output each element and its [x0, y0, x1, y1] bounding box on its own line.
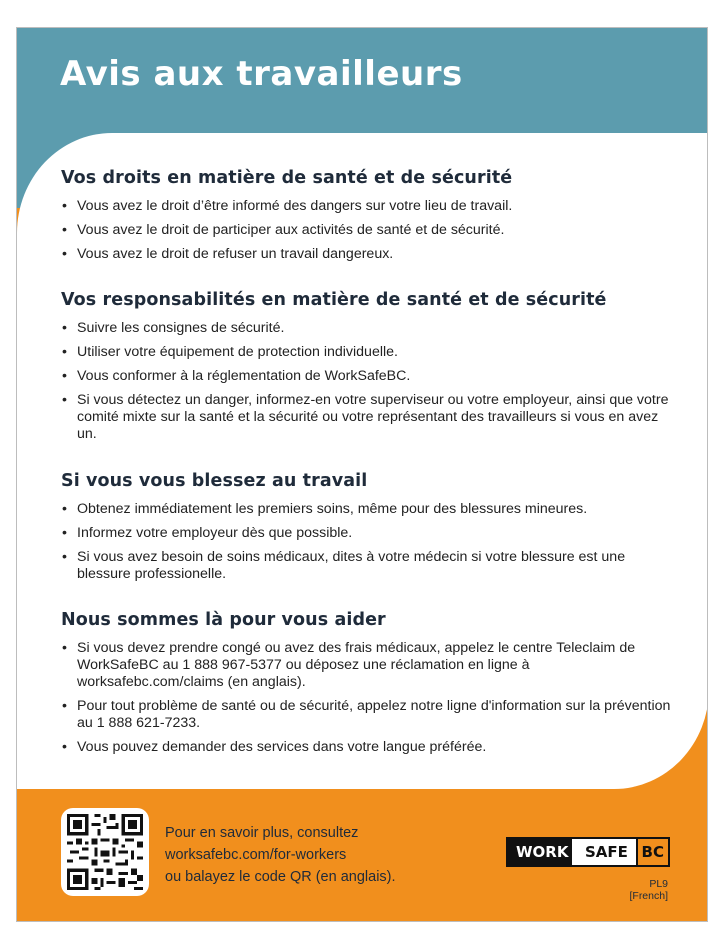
section-injury [61, 471, 679, 590]
qr-code-icon [67, 814, 143, 890]
footer-link[interactable]: worksafebc.com/for-workers [165, 847, 347, 863]
section-heading: Nous sommes là pour vous aider [61, 610, 386, 630]
bullet-list [61, 640, 679, 756]
logo-word-work: WORK [508, 839, 572, 865]
section-heading: Vos responsabilités en matière de santé et de sécurité [61, 290, 607, 310]
list-item: • Vous conformer à la réglementation de WorkSafeBC. [61, 368, 679, 385]
section-heading: Vos droits en matière de santé et de sécurité [61, 168, 513, 188]
list-item: • Si vous avez besoin de soins médicaux, dites à votre médecin si votre blessure est une blessure professionelle. [61, 549, 679, 583]
list-item: • Si vous détectez un danger, informez-en votre superviseur ou votre employeur, ainsi que votre comité mixte sur la santé et la sécurité ou votre représentant des travailleurs si vous en avez un. [61, 392, 679, 443]
page-title: Avis aux travailleurs [60, 54, 463, 94]
list-item: • Vous avez le droit d’être informé des dangers sur votre lieu de travail. [61, 198, 679, 215]
document-code [629, 878, 668, 902]
logo-word-bc: BC [636, 839, 668, 865]
notice-page [16, 27, 708, 922]
footer-line: ou balayez le code QR (en anglais). [165, 869, 396, 885]
list-item: • Obtenez immédiatement les premiers soins, même pour des blessures mineures. [61, 501, 679, 518]
footer-line: Pour en savoir plus, consultez [165, 825, 359, 841]
section-help [61, 610, 679, 763]
list-item: • Suivre les consignes de sécurité. [61, 320, 679, 337]
list-item: • Utiliser votre équipement de protection individuelle. [61, 344, 679, 361]
section-heading: Si vous vous blessez au travail [61, 471, 368, 491]
list-item: • Vous avez le droit de refuser un travail dangereux. [61, 246, 679, 263]
list-item: • Vous avez le droit de participer aux activités de santé et de sécurité. [61, 222, 679, 239]
qr-code[interactable] [61, 808, 149, 896]
document-number: PL9 [649, 878, 668, 890]
section-responsibilities [61, 290, 679, 450]
section-rights [61, 168, 679, 270]
footer-info [165, 822, 396, 888]
list-item: • Si vous devez prendre congé ou avez des frais médicaux, appelez le centre Teleclaim de WorkSafeBC au 1 888 967-5377 ou déposez une réclamation en ligne à worksafebc.com/claims (en anglais). [61, 640, 679, 691]
list-item: • Pour tout problème de santé ou de sécurité, appelez notre ligne d'information sur la prévention au 1 888 621-7233. [61, 698, 679, 732]
logo-word-safe: SAFE [585, 843, 628, 861]
bullet-list [61, 501, 679, 583]
list-item: • Vous pouvez demander des services dans votre langue préférée. [61, 739, 679, 756]
worksafebc-logo [506, 837, 670, 867]
bullet-list [61, 320, 679, 443]
bullet-list [61, 198, 679, 263]
list-item: • Informez votre employeur dès que possible. [61, 525, 679, 542]
document-language: [French] [629, 890, 668, 902]
